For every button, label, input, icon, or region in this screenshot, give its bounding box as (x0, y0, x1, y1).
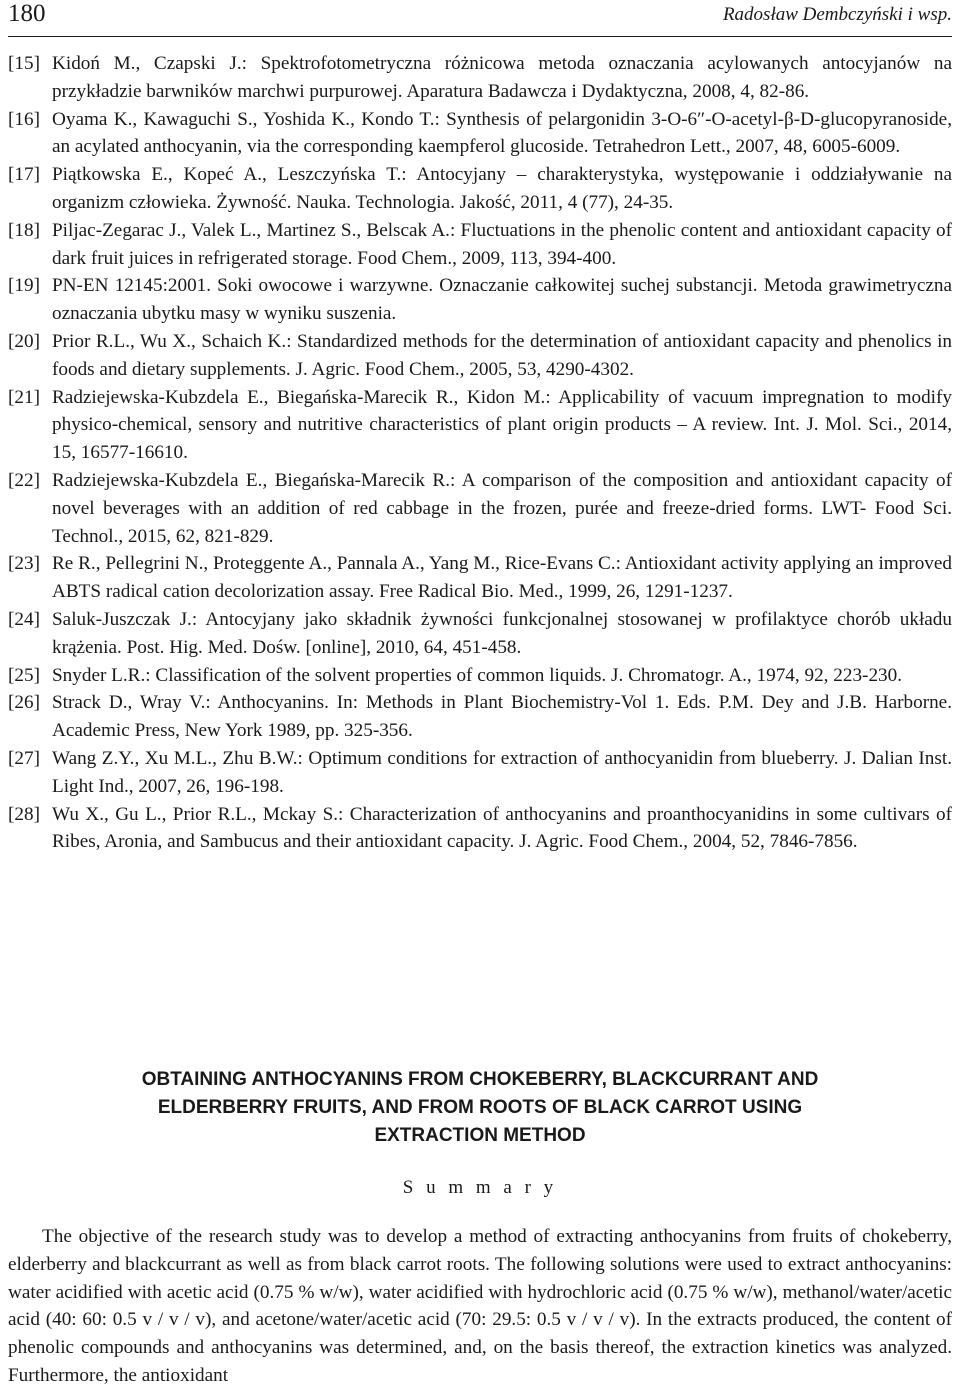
running-head: Radosław Dembczyński i wsp. (722, 4, 952, 25)
reference-item (8, 467, 952, 550)
reference-label: [26] (8, 692, 40, 714)
reference-item (8, 106, 952, 162)
reference-label: [16] (8, 108, 40, 130)
reference-text: Wu X., Gu L., Prior R.L., Mckay S.: Characterization of anthocyanins and proanthocyanidins in some cultivars of Ribes, Aronia, and Sambucus and their antioxidant capacity. J. Agric. Food Chem., 2004, 52, 7846-7856. (52, 803, 952, 853)
reference-item (8, 550, 952, 606)
header-rule (8, 36, 952, 37)
reference-item (8, 328, 952, 384)
english-title (8, 1066, 952, 1150)
reference-label: [25] (8, 664, 40, 686)
reference-item (8, 745, 952, 801)
reference-label: [20] (8, 330, 40, 352)
reference-text: PN-EN 12145:2001. Soki owocowe i warzywne. Oznaczanie całkowitej suchej substancji. Metoda grawimetryczna oznaczania ubytku masy w wyniku suszenia. (52, 275, 952, 325)
reference-item (8, 217, 952, 273)
page-header (8, 0, 952, 40)
reference-text: Prior R.L., Wu X., Schaich K.: Standardized methods for the determination of antioxidant capacity and phenolics in foods and dietary supplements. J. Agric. Food Chem., 2005, 53, 4290-4302. (52, 330, 952, 380)
reference-label: [28] (8, 803, 40, 825)
reference-text: Strack D., Wray V.: Anthocyanins. In: Methods in Plant Biochemistry-Vol 1. Eds. P.M. Dey and J.B. Harborne. Academic Press, New York 1989, pp. 325-356. (52, 692, 952, 742)
reference-item (8, 662, 952, 690)
reference-label: [18] (8, 219, 40, 241)
reference-item (8, 689, 952, 745)
reference-text: Radziejewska-Kubzdela E., Biegańska-Marecik R.: A comparison of the composition and antioxidant capacity of novel beverages with an addition of red cabbage in the frozen, purée and freeze-dried forms. LWT- Food Sci. Technol., 2015, 62, 821-829. (52, 469, 952, 547)
reference-label: [24] (8, 608, 40, 630)
reference-item (8, 161, 952, 217)
reference-text: Snyder L.R.: Classification of the solvent properties of common liquids. J. Chromatogr. A., 1974, 92, 223-230. (52, 664, 903, 686)
reference-text: Re R., Pellegrini N., Proteggente A., Pannala A., Yang M., Rice-Evans C.: Antioxidant activity applying an improved ABTS radical cation decolorization assay. Free Radical Bio. Med., 1999, 26, 1291-1237. (52, 553, 952, 603)
english-summary-section (8, 1066, 952, 1390)
reference-text: Piątkowska E., Kopeć A., Leszczyńska T.: Antocyjany – charakterystyka, występowanie i oddziaływanie na organizm człowieka. Żywność. Nauka. Technologia. Jakość, 2011, 4 (77), 24-35. (52, 164, 952, 213)
reference-label: [27] (8, 747, 40, 769)
reference-item (8, 272, 952, 328)
reference-label: [22] (8, 469, 40, 491)
reference-text: Wang Z.Y., Xu M.L., Zhu B.W.: Optimum conditions for extraction of anthocyanidin from blueberry. J. Dalian Inst. Light Ind., 2007, 26, 196-198. (52, 747, 952, 797)
reference-label: [19] (8, 275, 40, 297)
reference-label: [21] (8, 386, 40, 408)
reference-label: [15] (8, 53, 40, 74)
english-title-line: OBTAINING ANTHOCYANINS FROM CHOKEBERRY, BLACKCURRANT AND (141, 1069, 819, 1090)
reference-text: Saluk-Juszczak J.: Antocyjany jako składnik żywności funkcjonalnej stosowanej w profilaktyce chorób układu krążenia. Post. Hig. Med. Dośw. [online], 2010, 64, 451-458. (52, 608, 952, 658)
reference-text: Piljac-Zegarac J., Valek L., Martinez S., Belscak A.: Fluctuations in the phenolic content and antioxidant capacity of dark fruit juices in refrigerated storage. Food Chem., 2009, 113, 394-400. (52, 219, 952, 269)
english-title-line: ELDERBERRY FRUITS, AND FROM ROOTS OF BLACK CARROT USING (157, 1097, 803, 1118)
english-title-line: EXTRACTION METHOD (374, 1125, 586, 1146)
reference-item (8, 50, 952, 106)
reference-label: [17] (8, 164, 40, 186)
reference-item (8, 606, 952, 662)
reference-text: Kidoń M., Czapski J.: Spektrofotometryczna różnicowa metoda oznaczania acylowanych antocyjanów na przykładzie barwników marchwi purpurowej. Aparatura Badawcza i Dydaktyczna, 2008, 4, 82-86. (52, 53, 952, 102)
reference-text: Radziejewska-Kubzdela E., Biegańska-Marecik R., Kidon M.: Applicability of vacuum impregnation to modify physico-chemical, sensory and nutritive characteristics of plant origin products – A review. Int. J. Mol. Sci., 2014, 15, 16577-16610. (52, 386, 952, 464)
page-number: 180 (8, 0, 46, 27)
reference-label: [23] (8, 553, 40, 575)
summary-heading: S u m m a r y (402, 1177, 558, 1198)
abstract-text: The objective of the research study was to develop a method of extracting anthocyanins from fruits of chokeberry, elderberry and blackcurrant as well as from black carrot roots. The following solutions were used to extract anthocyanins: water acidified with acetic acid (0.75 % w/w), water acidified with hydrochloric acid (0.75 % w/w), methanol/water/acetic acid (40: 60: 0.5 v / v / v), and acetone/water/acetic acid (70: 29.5: 0.5 v / v / v). In the extracts produced, the content of phenolic compounds and anthocyanins was determined, and, on the basis thereof, the extraction kinetics was analyzed. Furthermore, the antioxidant (8, 1226, 952, 1386)
reference-text: Oyama K., Kawaguchi S., Yoshida K., Kondo T.: Synthesis of pelargonidin 3-O-6″-O-acetyl-β-D-glucopyranoside, an acylated anthocyanin, via the corresponding kaempferol glucoside. Tetrahedron Lett., 2007, 48, 6005-6009. (52, 108, 952, 158)
reference-list (8, 50, 952, 856)
reference-item (8, 801, 952, 857)
reference-item (8, 384, 952, 467)
